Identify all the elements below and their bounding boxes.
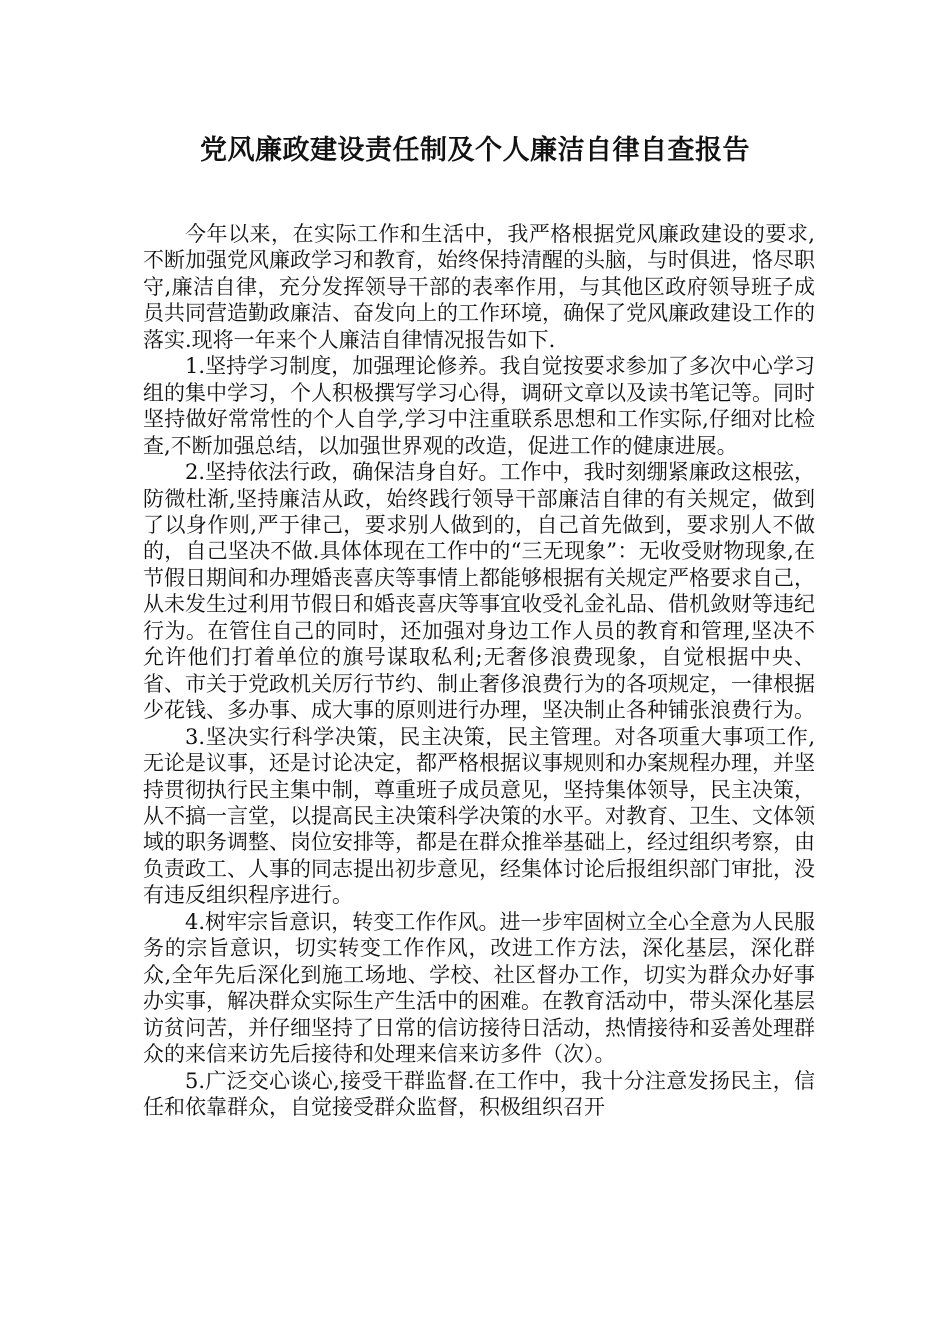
paragraph-intro: 今年以来，在实际工作和生活中，我严格根据党风廉政建设的要求,不断加强党风廉政学习和教育，始终保持清醒的头脑，与时俱进，恪尽职守,廉洁自律，充分发挥领导干部的表率作用，与其他区政府领导班子成员共同营造勤政廉洁、奋发向上的工作环境，确保了党风廉政建设工作的落实.现将一年来个人廉洁自律情况报告如下. [143, 222, 815, 352]
paragraph-item-1: 1.坚持学习制度，加强理论修养。我自觉按要求参加了多次中心学习组的集中学习，个人积极撰写学习心得，调研文章以及读书笔记等。同时坚持做好常常性的个人自学,学习中注重联系思想和工作实际,仔细对比检查,不断加强总结，以加强世界观的改造，促进工作的健康进展。 [143, 354, 815, 458]
paragraph-item-4: 4.树牢宗旨意识，转变工作作风。进一步牢固树立全心全意为人民服务的宗旨意识，切实转变工作作风，改进工作方法，深化基层，深化群众,全年先后深化到施工场地、学校、社区督办工作，切实为群众办好事办实事，解决群众实际生产生活中的困难。在教育活动中，带头深化基层访贫问苦，并仔细坚持了日常的信访接待日活动，热情接待和妥善处理群众的来信来访先后接待和处理来信来访多件（次）。 [143, 909, 815, 1067]
paragraph-item-3: 3.坚决实行科学决策，民主决策，民主管理。对各项重大事项工作,无论是议事，还是讨论决定，都严格根据议事规则和办案规程办理，并坚持贯彻执行民主集中制，尊重班子成员意见，坚持集体领导，民主决策，从不搞一言堂，以提高民主决策科学决策的水平。对教育、卫生、文体领域的职务调整、岗位安排等，都是在群众推举基础上，经过组织考察，由负责政工、人事的同志提出初步意见，经集体讨论后报组织部门审批，没有违反组织程序进行。 [143, 724, 815, 908]
document-title: 党风廉政建设责任制及个人廉洁自律自查报告 [200, 135, 750, 166]
paragraph-item-2: 2.坚持依法行政，确保洁身自好。工作中，我时刻绷紧廉政这根弦，防微杜渐,坚持廉洁从政，始终践行领导干部廉洁自律的有关规定，做到了以身作则,严于律己，要求别人做到的，自己首先做到，要求别人不做的，自己坚决不做.具体体现在工作中的“三无现象”：无收受财物现象,在节假日期间和办理婚丧喜庆等事情上都能够根据有关规定严格要求自己，从未发生过利用节假日和婚丧喜庆等事宜收受礼金礼品、借机敛财等违纪行为。在管住自己的同时，还加强对身边工作人员的教育和管理,坚决不允许他们打着单位的旗号谋取私利;无奢侈浪费现象，自觉根据中央、省、市关于党政机关厉行节约、制止奢侈浪费行为的各项规定，一律根据少花钱、多办事、成大事的原则进行办理，坚决制止各种铺张浪费行为。 [143, 460, 815, 723]
paragraph-item-5: 5.广泛交心谈心,接受干群监督.在工作中，我十分注意发扬民主，信任和依靠群众，自觉接受群众监督，积极组织召开 [143, 1068, 815, 1119]
document-body [143, 221, 815, 1120]
